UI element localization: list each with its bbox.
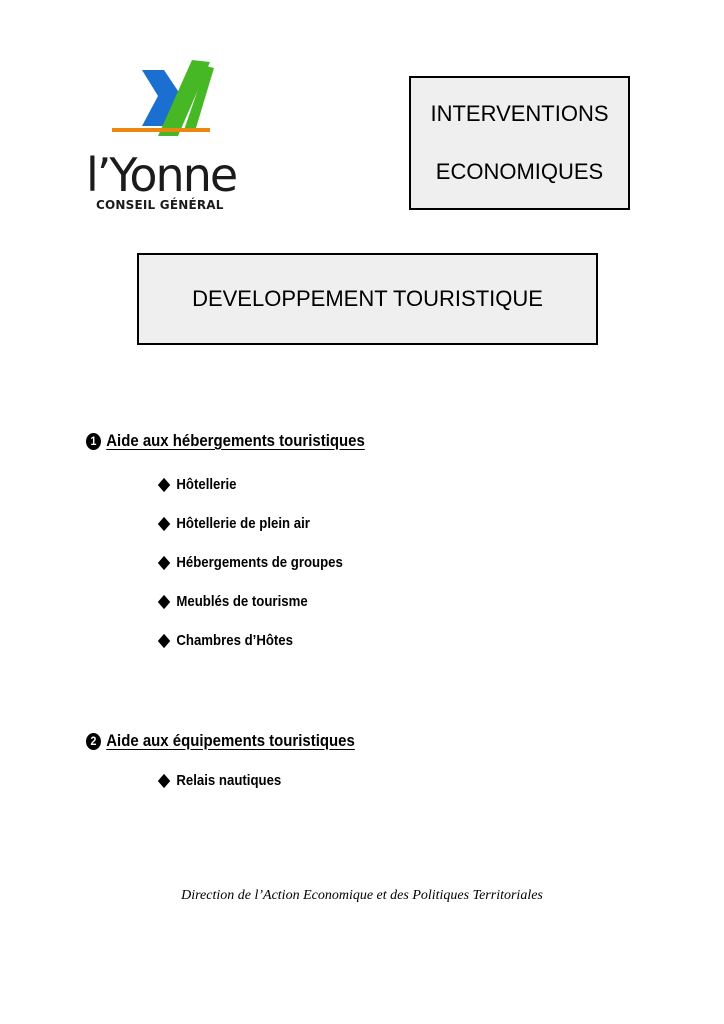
section-heading-hebergements	[86, 431, 365, 451]
logo-wordmark: l’Yonne	[86, 148, 237, 202]
section-number-badge: 1	[86, 433, 101, 450]
list-item-text: Hôtellerie de plein air	[176, 515, 310, 532]
interventions-line1: INTERVENTIONS	[430, 101, 609, 126]
list-item-text: Relais nautiques	[176, 772, 282, 789]
list-item-text: Hébergements de groupes	[176, 554, 343, 571]
page-title: DEVELOPPEMENT TOURISTIQUE	[192, 286, 543, 311]
section-heading-text: Aide aux hébergements touristiques	[106, 431, 365, 450]
diamond-bullet-icon	[158, 633, 170, 647]
list-item	[157, 465, 343, 504]
diamond-bullet-icon	[158, 594, 170, 608]
list-item-text: Chambres d’Hôtes	[176, 632, 294, 649]
title-box	[137, 253, 598, 345]
diamond-bullet-icon	[158, 477, 170, 491]
logo-subtitle: CONSEIL GÉNÉRAL	[96, 198, 224, 212]
interventions-box	[409, 76, 630, 210]
list-item	[157, 621, 343, 660]
section-number-badge: 2	[86, 733, 101, 750]
interventions-line2: ECONOMIQUES	[435, 159, 604, 184]
section-heading-text: Aide aux équipements touristiques	[106, 731, 355, 750]
list-item	[157, 761, 281, 800]
list-hebergements	[157, 465, 368, 660]
list-equipements	[157, 761, 298, 800]
list-item	[157, 582, 343, 621]
footer-direction: Direction de l’Action Economique et des Politiques Territoriales	[181, 888, 543, 903]
list-item	[157, 543, 343, 582]
diamond-bullet-icon	[158, 555, 170, 569]
list-item-text: Hôtellerie	[176, 476, 237, 493]
list-item-text: Meublés de tourisme	[176, 593, 308, 610]
diamond-bullet-icon	[158, 516, 170, 530]
yonne-y-emblem-icon	[106, 58, 226, 158]
diamond-bullet-icon	[158, 773, 170, 787]
section-heading-equipements	[86, 731, 355, 751]
conseil-general-logo	[86, 58, 246, 218]
list-item	[157, 504, 343, 543]
